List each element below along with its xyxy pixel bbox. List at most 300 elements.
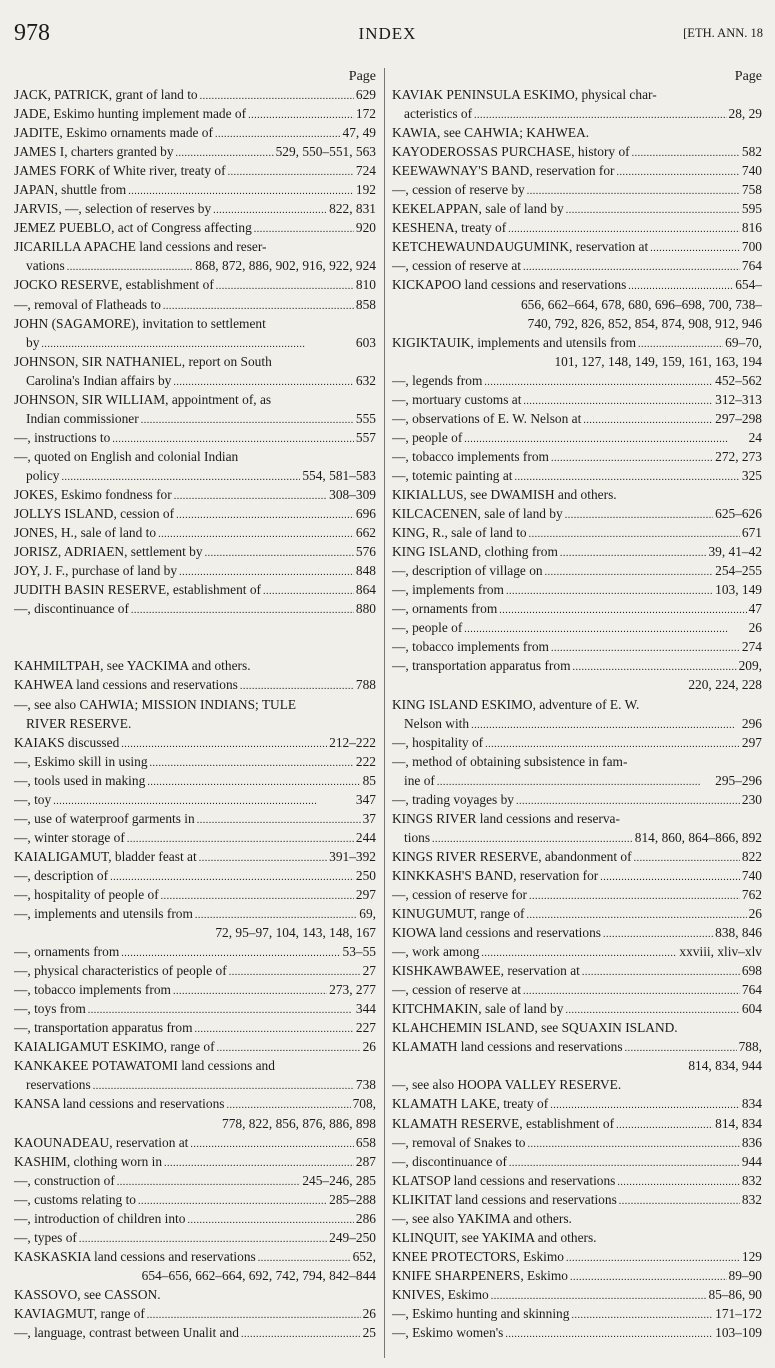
entry-text: KINUGUMUT, range of <box>392 906 525 922</box>
leader-dots <box>650 237 740 256</box>
index-entry <box>392 390 762 409</box>
entry-text: JOCKO RESERVE, establishment of <box>14 277 214 293</box>
entry-page-ref: 654– <box>735 277 762 293</box>
entry-page-ref: 39, 41–42 <box>708 544 762 560</box>
leader-dots <box>200 85 354 104</box>
entry-page-ref: 576 <box>355 544 376 560</box>
entry-text: KINGS RIVER RESERVE, abandonment of <box>392 848 632 864</box>
leader-dots <box>523 256 740 275</box>
entry-page-ref: 286 <box>355 1210 376 1226</box>
column-heading: Page <box>348 69 376 84</box>
leader-dots <box>67 256 194 275</box>
entry-page-ref: 652, <box>352 1248 376 1264</box>
index-entry <box>14 104 376 123</box>
entry-text: JOHNSON, SIR NATHANIEL, report on South <box>14 353 272 369</box>
entry-text: —, transportation apparatus from <box>392 658 571 674</box>
entry-text: 654–656, 662–664, 692, 742, 794, 842–844 <box>141 1267 376 1283</box>
entry-text: —, tools used in making <box>14 772 146 788</box>
leader-dots <box>600 866 740 885</box>
entry-page-ref: 555 <box>355 410 376 426</box>
entry-page-ref: 325 <box>741 467 762 483</box>
entry-text: 220, 224, 228 <box>688 677 762 693</box>
index-entry <box>392 695 762 714</box>
index-entry <box>14 1304 376 1323</box>
leader-dots <box>128 180 354 199</box>
entry-text: —, totemic painting at <box>392 467 513 483</box>
entry-text: KIOWA land cessions and reservations <box>392 925 601 941</box>
entry-text: —, toys from <box>14 1001 86 1017</box>
entry-page-ref: 632 <box>355 372 376 388</box>
entry-page-ref: 297 <box>355 886 376 902</box>
entry-page-ref: 171–172 <box>715 1306 762 1321</box>
index-entry <box>392 428 762 447</box>
entry-page-ref: 920 <box>355 220 376 236</box>
leader-dots <box>565 504 713 523</box>
entry-page-ref: 391–392 <box>329 848 376 864</box>
leader-dots <box>217 1037 361 1056</box>
entry-text: KASHIM, clothing worn in <box>14 1153 163 1169</box>
entry-page-ref: 212–222 <box>329 734 376 750</box>
leader-dots <box>163 295 354 314</box>
index-entry <box>14 1094 376 1113</box>
index-entry <box>392 409 762 428</box>
index-entry <box>14 409 376 428</box>
entry-text: —, Eskimo hunting and skinning <box>392 1306 570 1321</box>
index-entry <box>392 1056 762 1075</box>
running-head: [ETH. ANN. 18 <box>683 26 763 40</box>
entry-text: KASKASKIA land cessions and reservations <box>14 1248 256 1264</box>
index-entry <box>14 1266 376 1285</box>
index-entry <box>392 199 762 218</box>
index-entry <box>392 961 762 980</box>
entry-page-ref: 595 <box>741 201 762 217</box>
entry-text: —, Eskimo women's <box>392 1325 504 1341</box>
entry-text: reservations <box>26 1077 91 1093</box>
entry-text: KAVIAGMUT, range of <box>14 1306 145 1321</box>
entry-text: —, ornaments from <box>392 601 498 617</box>
entry-text: —, hospitality of people of <box>14 886 159 902</box>
index-entry <box>392 504 762 523</box>
leader-dots <box>195 1018 354 1037</box>
leader-dots <box>164 1152 354 1171</box>
leader-dots <box>179 561 354 580</box>
index-entry <box>14 847 376 866</box>
index-entry <box>392 942 762 961</box>
index-entry <box>14 961 376 980</box>
entry-page-ref: 85 <box>362 772 376 788</box>
entry-page-ref: 129 <box>741 1248 762 1264</box>
entry-page-ref: 740 <box>741 163 762 179</box>
entry-page-ref: 26 <box>362 1306 376 1321</box>
index-entry <box>14 771 376 790</box>
leader-dots <box>173 371 354 390</box>
entry-text: Indian commissioner <box>26 410 139 426</box>
entry-text: JARVIS, —, selection of reserves by <box>14 201 212 217</box>
index-entry <box>392 790 762 809</box>
entry-text: JORISZ, ADRIAEN, settlement by <box>14 544 203 560</box>
entry-text: —, language, contrast between Unalit and <box>14 1325 239 1341</box>
leader-dots <box>187 1209 353 1228</box>
leader-dots <box>471 714 740 733</box>
entry-text: —, see also CAHWIA; MISSION INDIANS; TULE <box>14 696 297 712</box>
index-entry <box>14 828 376 847</box>
entry-page-ref: 192 <box>355 182 376 198</box>
page-header <box>12 20 763 46</box>
leader-dots <box>628 275 733 294</box>
entry-page-ref: 285–288 <box>329 1191 376 1207</box>
index-entry <box>392 1075 762 1094</box>
index-entry <box>392 1133 762 1152</box>
entry-text: —, types of <box>14 1229 77 1245</box>
entry-text: RIVER RESERVE. <box>26 715 132 731</box>
leader-dots <box>248 104 354 123</box>
entry-page-ref: 103–109 <box>715 1325 762 1341</box>
entry-page-ref: 26 <box>748 620 762 636</box>
entry-text: —, see also HOOPA VALLEY RESERVE. <box>392 1077 622 1093</box>
leader-dots <box>565 999 739 1018</box>
index-entry <box>14 218 376 237</box>
entry-text: JADE, Eskimo hunting implement made of <box>14 106 247 122</box>
index-entry <box>14 428 376 447</box>
entry-text: —, legends from <box>392 372 483 388</box>
index-entry <box>14 1075 376 1094</box>
leader-dots <box>491 1285 707 1304</box>
leader-dots <box>263 580 354 599</box>
leader-dots <box>147 1304 361 1323</box>
index-entry <box>14 599 376 618</box>
entry-text: tions <box>404 829 431 845</box>
leader-dots <box>616 1114 713 1133</box>
entry-page-ref: 671 <box>741 525 762 541</box>
index-entry <box>392 637 762 656</box>
entry-page-ref: 582 <box>741 144 762 160</box>
entry-text: KING ISLAND ESKIMO, adventure of E. W. <box>392 696 640 712</box>
entry-page-ref: 250 <box>355 867 376 883</box>
index-entry <box>392 714 762 733</box>
index-entry <box>14 675 376 694</box>
entry-text: KAIAKS discussed <box>14 734 120 750</box>
leader-dots <box>617 161 740 180</box>
entry-text: KLIKITAT land cessions and reservations <box>392 1191 617 1207</box>
leader-dots <box>464 618 746 637</box>
entry-page-ref: 254–255 <box>715 563 762 579</box>
leader-dots <box>254 218 354 237</box>
index-entry <box>392 85 762 104</box>
leader-dots <box>545 561 714 580</box>
entry-text: —, tobacco implements from <box>14 982 171 998</box>
entry-page-ref: 557 <box>355 429 376 445</box>
entry-text: —, cession of reserve by <box>392 182 525 198</box>
entry-text: —, instructions to <box>14 429 111 445</box>
index-entry <box>392 123 762 142</box>
index-entry <box>392 275 762 294</box>
entry-text: —, toy <box>14 791 52 807</box>
index-entry <box>14 161 376 180</box>
entry-text: JOLLYS ISLAND, cession of <box>14 506 175 522</box>
entry-text: —, construction of <box>14 1172 115 1188</box>
index-entry <box>14 1037 376 1056</box>
entry-page-ref: 452–562 <box>715 372 762 388</box>
index-entry <box>14 1056 376 1075</box>
entry-text: —, people of <box>392 620 463 636</box>
leader-dots <box>550 1094 740 1113</box>
entry-page-ref: 838, 846 <box>715 925 762 941</box>
leader-dots <box>176 504 354 523</box>
leader-dots <box>474 104 726 123</box>
leader-dots <box>551 637 740 656</box>
leader-dots <box>464 428 746 447</box>
entry-text: JICARILLA APACHE land cessions and reser- <box>14 239 267 255</box>
leader-dots <box>147 771 360 790</box>
leader-dots <box>127 828 354 847</box>
entry-text: —, introduction of children into <box>14 1210 186 1226</box>
index-entry <box>14 580 376 599</box>
entry-text: —, description of village on <box>392 563 543 579</box>
entry-text: —, observations of E. W. Nelson at <box>392 410 582 426</box>
entry-text: KAHMILTPAH, see YACKIMA and others. <box>14 658 251 674</box>
entry-text: —, ornaments from <box>14 944 120 960</box>
index-entry <box>14 1018 376 1037</box>
entry-text: KING ISLAND, clothing from <box>392 544 558 560</box>
entry-page-ref: 625–626 <box>715 506 762 522</box>
entry-text: KIGIKTAUIK, implements and utensils from <box>392 334 637 350</box>
index-entry <box>14 314 376 333</box>
index-entry <box>392 523 762 542</box>
entry-page-ref: 529, 550–551, 563 <box>275 144 376 160</box>
entry-text: JAPAN, shuttle from <box>14 182 127 198</box>
leader-dots <box>88 999 354 1018</box>
index-entry <box>14 904 376 923</box>
entry-text: 656, 662–664, 678, 680, 696–698, 700, 738– <box>520 296 762 312</box>
entry-page-ref: 272, 273 <box>715 448 762 464</box>
index-entry <box>392 618 762 637</box>
page-title: INDEX <box>358 24 417 43</box>
entry-text: KAWIA, see CAHWIA; KAHWEA. <box>392 125 590 141</box>
entry-text: policy <box>26 467 60 483</box>
leader-dots <box>131 599 354 618</box>
entry-text: —, people of <box>392 429 463 445</box>
index-entry <box>392 752 762 771</box>
entry-text: KLAHCHEMIN ISLAND, see SQUAXIN ISLAND. <box>392 1020 678 1036</box>
leader-dots <box>150 752 354 771</box>
leader-dots <box>499 599 746 618</box>
leader-dots <box>485 733 740 752</box>
index-entry <box>392 1323 762 1342</box>
entry-page-ref: 25 <box>362 1325 376 1341</box>
entry-page-ref: 312–313 <box>715 391 762 407</box>
leader-dots <box>560 542 707 561</box>
index-entry <box>392 828 762 847</box>
leader-dots <box>508 218 740 237</box>
index-entry <box>14 695 376 714</box>
entry-text: —, tobacco implements from <box>392 639 549 655</box>
entry-text: —, removal of Snakes to <box>392 1134 526 1150</box>
entry-text: —, customs relating to <box>14 1191 136 1207</box>
entry-page-ref: 245–246, 285 <box>302 1172 376 1188</box>
index-entry <box>392 1247 762 1266</box>
index-entry <box>14 542 376 561</box>
index-entry <box>392 142 762 161</box>
leader-dots <box>570 1266 727 1285</box>
entry-page-ref: 554, 581–583 <box>302 467 376 483</box>
entry-text: —, trading voyages by <box>392 791 514 807</box>
entry-page-ref: 788 <box>355 677 376 693</box>
entry-text: 740, 792, 826, 852, 854, 874, 908, 912, 946 <box>527 315 762 331</box>
entry-text: —, quoted on English and colonial Indian <box>14 448 239 464</box>
index-entry <box>392 1266 762 1285</box>
leader-dots <box>141 409 354 428</box>
blank-line <box>14 637 376 656</box>
entry-text: KINKKASH'S BAND, reservation for <box>392 867 599 883</box>
index-entry <box>14 85 376 104</box>
index-entry <box>392 352 762 371</box>
index-entry <box>14 1247 376 1266</box>
entry-page-ref: 89–90 <box>728 1267 762 1283</box>
entry-page-ref: 629 <box>355 87 376 102</box>
index-entry <box>14 1152 376 1171</box>
entry-text: JOY, J. F., purchase of land by <box>14 563 178 579</box>
entry-text: 778, 822, 856, 876, 886, 898 <box>222 1115 376 1131</box>
leader-dots <box>515 466 740 485</box>
entry-page-ref: 209, <box>738 658 762 674</box>
index-entry <box>392 599 762 618</box>
leader-dots <box>484 371 713 390</box>
entry-page-ref: 37 <box>362 810 376 826</box>
entry-text: JUDITH BASIN RESERVE, establishment of <box>14 582 262 598</box>
index-entry <box>392 1018 762 1037</box>
entry-text: KINGS RIVER land cessions and reserva- <box>392 810 620 826</box>
entry-page-ref: 832 <box>741 1191 762 1207</box>
index-entry <box>392 104 762 123</box>
entry-page-ref: 700 <box>741 239 762 255</box>
index-entry <box>14 123 376 142</box>
index-entry <box>392 923 762 942</box>
leader-dots <box>625 1037 737 1056</box>
entry-text: KASSOVO, see CASSON. <box>14 1286 161 1302</box>
index-entry <box>392 561 762 580</box>
entry-text: 101, 127, 148, 149, 159, 161, 163, 194 <box>554 353 762 369</box>
index-entry <box>14 1190 376 1209</box>
entry-page-ref: 698 <box>741 963 762 979</box>
entry-page-ref: 24 <box>748 429 762 445</box>
index-entry <box>392 1171 762 1190</box>
index-entry <box>14 714 376 733</box>
entry-text: —, implements and utensils from <box>14 906 193 922</box>
index-entry <box>14 942 376 961</box>
entry-text: KLATSOP land cessions and reservations <box>392 1172 616 1188</box>
entry-page-ref: 832 <box>741 1172 762 1188</box>
entry-page-ref: 287 <box>355 1153 376 1169</box>
entry-text: KLAMATH land cessions and reservations <box>392 1039 623 1055</box>
index-entry <box>14 142 376 161</box>
entry-text: —, removal of Flatheads to <box>14 296 161 312</box>
entry-page-ref: 69–70, <box>725 334 762 350</box>
leader-dots <box>41 333 354 352</box>
index-entry <box>14 885 376 904</box>
index-entry <box>14 333 376 352</box>
entry-page-ref: 230 <box>741 791 762 807</box>
entry-text: KAHWEA land cessions and reservations <box>14 677 238 693</box>
entry-text: JACK, PATRICK, grant of land to <box>14 87 198 102</box>
entry-page-ref: 28, 29 <box>728 106 762 122</box>
entry-text: KNEE PROTECTORS, Eskimo <box>392 1248 564 1264</box>
entry-text: KANSA land cessions and reservations <box>14 1096 225 1112</box>
leader-dots <box>603 923 713 942</box>
entry-text: —, cession of reserve at <box>392 258 522 274</box>
leader-dots <box>229 961 361 980</box>
index-entry <box>14 447 376 466</box>
index-entry <box>14 466 376 485</box>
leader-dots <box>53 790 354 809</box>
index-entry <box>14 866 376 885</box>
leader-dots <box>638 333 723 352</box>
leader-dots <box>205 542 354 561</box>
entry-page-ref: 295–296 <box>715 772 762 788</box>
entry-text: by <box>26 334 40 350</box>
index-entry <box>392 542 762 561</box>
entry-text: JEMEZ PUEBLO, act of Congress affecting <box>14 220 252 236</box>
index-entry <box>392 1228 762 1247</box>
entry-text: JOHNSON, SIR WILLIAM, appointment of, as <box>14 391 272 407</box>
entry-text: KILCACENEN, sale of land by <box>392 506 563 522</box>
index-entry <box>14 1323 376 1342</box>
entry-text: KAYODEROSSAS PURCHASE, history of <box>392 144 630 160</box>
entry-page-ref: 604 <box>741 1001 762 1017</box>
entry-text: 72, 95–97, 104, 143, 148, 167 <box>215 925 376 941</box>
entry-text: KLINQUIT, see YAKIMA and others. <box>392 1229 597 1245</box>
entry-page-ref: 172 <box>355 106 376 122</box>
leader-dots <box>617 1171 740 1190</box>
leader-dots <box>158 523 354 542</box>
index-entry <box>392 1285 762 1304</box>
index-entry <box>392 180 762 199</box>
entry-text: —, method of obtaining subsistence in fam- <box>392 753 628 769</box>
entry-text: KLAMATH LAKE, treaty of <box>392 1096 549 1112</box>
entry-text: Carolina's Indian affairs by <box>26 372 172 388</box>
entry-page-ref: 868, 872, 886, 902, 916, 922, 924 <box>195 258 376 274</box>
entry-page-ref: 814, 834 <box>715 1115 762 1131</box>
column-heading: Page <box>734 69 762 84</box>
entry-page-ref: 740 <box>741 867 762 883</box>
entry-page-ref: 222 <box>355 753 376 769</box>
entry-text: —, winter storage of <box>14 829 125 845</box>
leader-dots <box>195 904 357 923</box>
entry-text: KAVIAK PENINSULA ESKIMO, physical char- <box>392 87 657 102</box>
leader-dots <box>481 942 677 961</box>
leader-dots <box>117 1171 301 1190</box>
index-entry <box>392 237 762 256</box>
leader-dots <box>216 275 354 294</box>
entry-page-ref: 788, <box>738 1039 762 1055</box>
entry-text: —, mortuary customs at <box>392 391 522 407</box>
index-entry <box>392 656 762 675</box>
entry-text: KLAMATH RESERVE, establishment of <box>392 1115 615 1131</box>
index-entry <box>392 1209 762 1228</box>
entry-page-ref: 85–86, 90 <box>708 1286 762 1302</box>
entry-page-ref: 103, 149 <box>715 582 762 598</box>
leader-dots <box>190 1133 354 1152</box>
entry-page-ref: 69, <box>359 906 376 922</box>
index-entry <box>392 866 762 885</box>
index-entry <box>392 161 762 180</box>
entry-page-ref: 836 <box>741 1134 762 1150</box>
entry-page-ref: 758 <box>741 182 762 198</box>
index-entry <box>392 447 762 466</box>
leader-dots <box>176 142 274 161</box>
index-entry <box>392 485 762 504</box>
leader-dots <box>566 1247 740 1266</box>
entry-page-ref: 662 <box>355 525 376 541</box>
